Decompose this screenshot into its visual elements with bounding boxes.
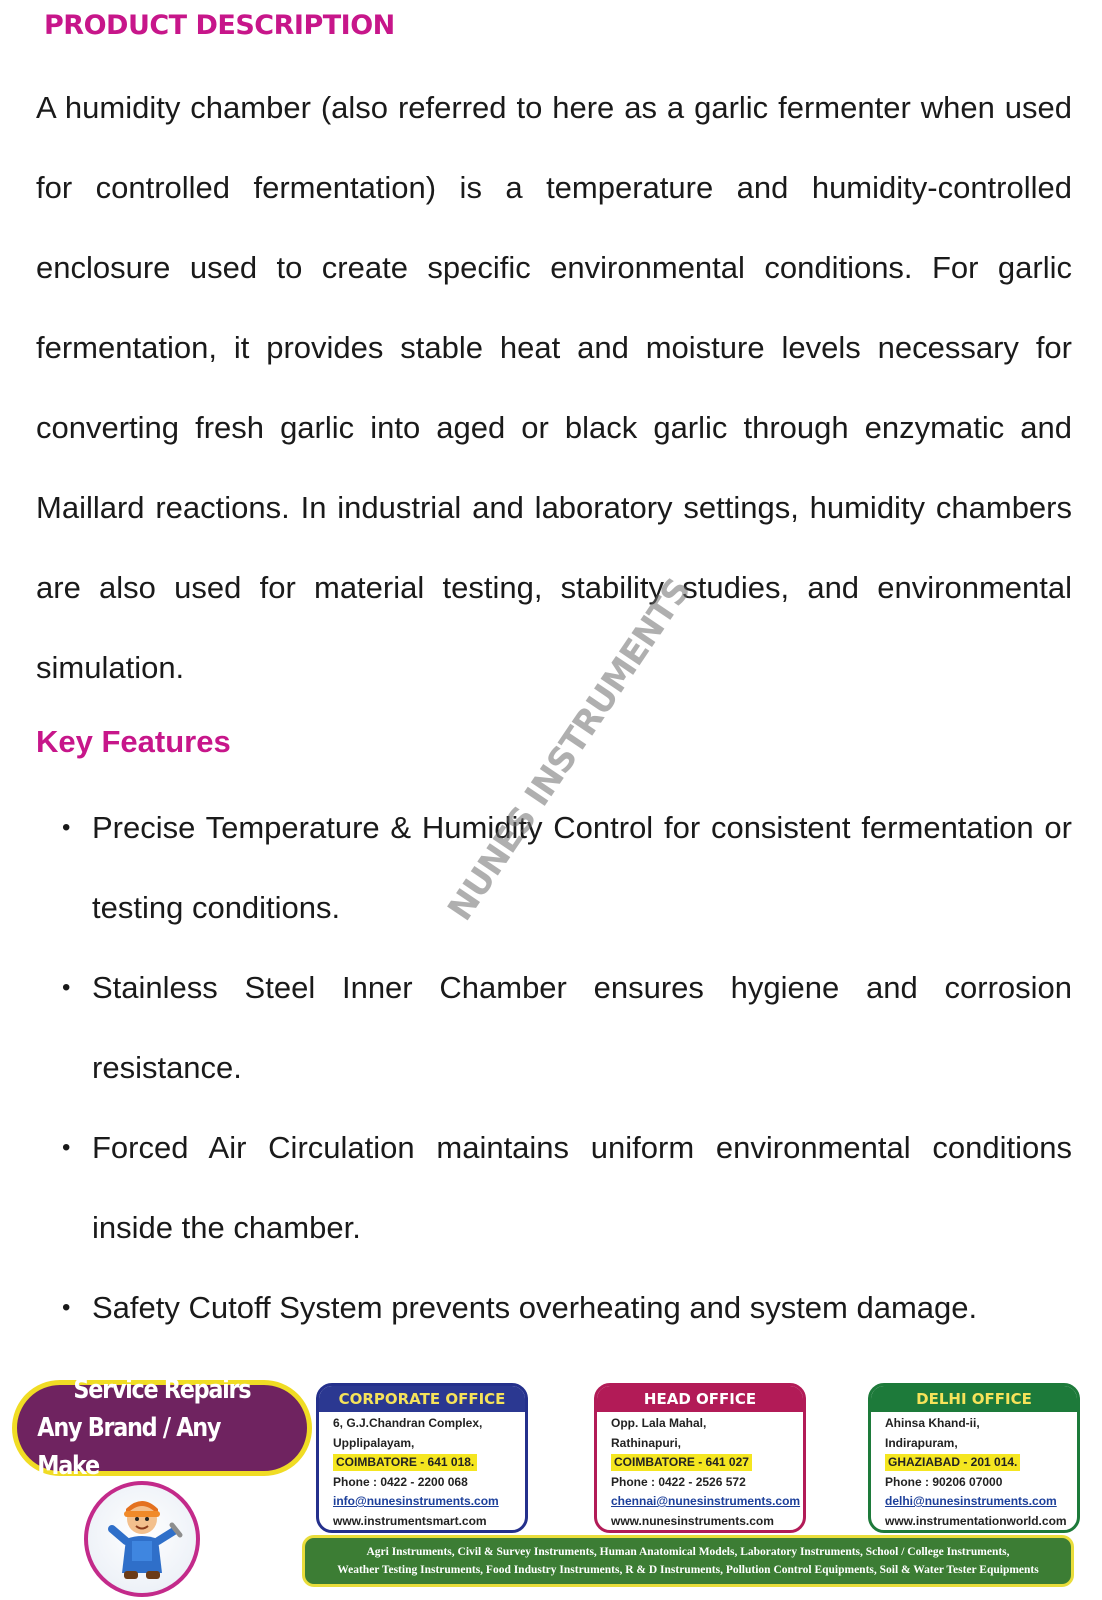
- office-address-line: Upplipalayam,: [333, 1435, 415, 1450]
- product-categories-strip: [302, 1535, 1074, 1587]
- office-title: CORPORATE OFFICE: [319, 1386, 525, 1412]
- office-email-link[interactable]: chennai@nunesinstruments.com: [611, 1494, 801, 1508]
- office-city: COIMBATORE - 641 027: [611, 1454, 752, 1471]
- office-city: GHAZIABAD - 201 014.: [885, 1454, 1020, 1471]
- service-repairs-banner: [12, 1375, 312, 1481]
- corporate-office-card: [316, 1383, 528, 1533]
- office-website-link[interactable]: www.instrumentsmart.com: [333, 1513, 487, 1528]
- key-features-title: Key Features: [36, 724, 231, 759]
- office-email-link[interactable]: info@nunesinstruments.com: [333, 1494, 499, 1508]
- office-address-line: Ahinsa Khand-ii,: [885, 1416, 980, 1430]
- office-phone: Phone : 90206 07000: [885, 1474, 1003, 1489]
- service-line2: Any Brand / Any Make: [37, 1413, 221, 1481]
- office-city: COIMBATORE - 641 018.: [333, 1454, 477, 1471]
- feature-item: • Safety Cutoff System prevents overheating and system damage.: [36, 1268, 1072, 1348]
- office-website-link[interactable]: www.instrumentationworld.com: [885, 1513, 1067, 1528]
- office-address-line: Indirapuram,: [885, 1435, 958, 1450]
- section-title: PRODUCT DESCRIPTION: [44, 10, 395, 41]
- feature-item: • Precise Temperature & Humidity Control for consistent fermentation or testing conditions.: [36, 788, 1072, 948]
- office-address-line: Opp. Lala Mahal,: [611, 1416, 707, 1430]
- office-phone: Phone : 0422 - 2526 572: [611, 1474, 746, 1489]
- feature-item: • Forced Air Circulation maintains uniform environmental conditions inside the chamber.: [36, 1108, 1072, 1268]
- watermark: NUNES INSTRUMENTS: [440, 571, 699, 928]
- office-address-line: 6, G.J.Chandran Complex,: [333, 1416, 483, 1430]
- office-title: DELHI OFFICE: [871, 1386, 1077, 1412]
- delhi-office-card: [868, 1383, 1080, 1533]
- office-email-link[interactable]: delhi@nunesinstruments.com: [885, 1494, 1057, 1508]
- key-features-list: [36, 788, 1072, 1348]
- service-line1: Service Repairs: [73, 1375, 251, 1405]
- office-website-link[interactable]: www.nunesinstruments.com: [611, 1513, 774, 1528]
- office-address-line: Rathinapuri,: [611, 1435, 682, 1450]
- mechanic-illustration: [88, 1485, 196, 1593]
- feature-item: • Stainless Steel Inner Chamber ensures hygiene and corrosion resistance.: [36, 948, 1072, 1108]
- mechanic-mascot-icon: [84, 1481, 200, 1597]
- intro-paragraph: A humidity chamber (also referred to here as a garlic fermenter when used for controlled fermentation) is a temperature and humidity-controlled enclosure used to create specific environmental conditions. For garlic fermentation, it provides stable heat and moisture levels necessary for converting fresh garlic into aged or black garlic through enzymatic and Maillard reactions. In industrial and laboratory settings, humidity chambers are also used for material testing, stability studies, and environmental simulation.: [36, 90, 1072, 685]
- categories-line2: Weather Testing Instruments, Food Industry Instruments, R & D Instruments, Pollution Control Equipments, Soil & Water Tester Equipments: [337, 1564, 1039, 1576]
- head-office-card: [594, 1383, 806, 1533]
- categories-line1: Agri Instruments, Civil & Survey Instruments, Human Anatomical Models, Laboratory Instruments, School / College Instruments,: [366, 1546, 1010, 1558]
- office-title: HEAD OFFICE: [597, 1386, 803, 1412]
- office-phone: Phone : 0422 - 2200 068: [333, 1474, 468, 1489]
